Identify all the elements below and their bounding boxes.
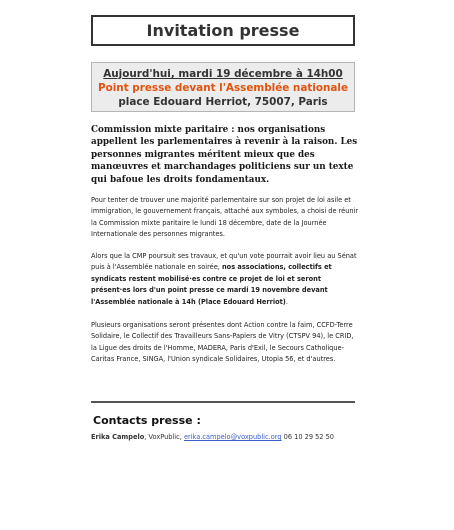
- section-divider: [91, 401, 355, 403]
- event-info-box: [91, 62, 355, 112]
- invitation-title-box: [91, 15, 355, 46]
- event-location: place Edouard Herriot, 75007, Paris: [118, 96, 328, 108]
- paragraph-mobilization-end: .: [285, 297, 288, 306]
- event-description: Point presse devant l'Assemblée nationale: [97, 82, 349, 94]
- contact-name: Erika Campelo: [91, 433, 145, 441]
- paragraph-organizations: Plusieurs organisations seront présentes dont Action contre la faim, CCFD-Terre Solidaire, le Collectif des Travailleurs Sans-Papiers de Vitry (CTSPV 94), le CRID, la Ligue des droits de l'Homme, MADERA, Paris d'Exil, le Secours Catholique-Caritas France, SINGA, l'Union syndicale Solidaires, Utopia 56, et d'autres.: [91, 321, 354, 364]
- event-date-time: Aujourd'hui, mardi 19 décembre à 14h00: [103, 68, 343, 80]
- paragraph-mobilization-bold: nos associations, collectifs et syndicats restent mobilisé·es contre ce projet de loi et seront présent·es lors d'un point presse ce mardi 19 novembre devant l'Assemblée nationale à 14h (Place Edouard Herriot): [91, 263, 332, 306]
- paragraph-context: Pour tenter de trouver une majorité parlementaire sur son projet de loi asile et immigration, le gouvernement français, attaché aux symboles, a choisi de réunir la Commission mixte paritaire le lundi 18 décembre, date de la Journée Internationale des personnes migrantes.: [91, 196, 359, 239]
- contacts-title: Contacts presse :: [93, 414, 201, 427]
- contact-org: , VoxPublic,: [144, 433, 184, 441]
- headline: Commission mixte paritaire : nos organisations appellent les parlementaires à revenir à la raison. Les personnes migrantes méritent mieux que des manœuvres et marchandages politiciens sur un texte qui bafoue les droits fondamentaux.: [91, 125, 358, 185]
- contact-line: [91, 433, 334, 441]
- paragraph-mobilization: [91, 251, 361, 308]
- page-title: Invitation presse: [146, 21, 300, 40]
- contact-email-link[interactable]: erika.campelo@voxpublic.org: [183, 433, 282, 441]
- contact-phone: 06 10 29 52 50: [281, 433, 334, 441]
- paragraph-mobilization-start: Alors que la CMP poursuit ses travaux, et qu'un vote pourrait avoir lieu au Sénat puis à l'Assemblée nationale en soirée,: [91, 252, 357, 272]
